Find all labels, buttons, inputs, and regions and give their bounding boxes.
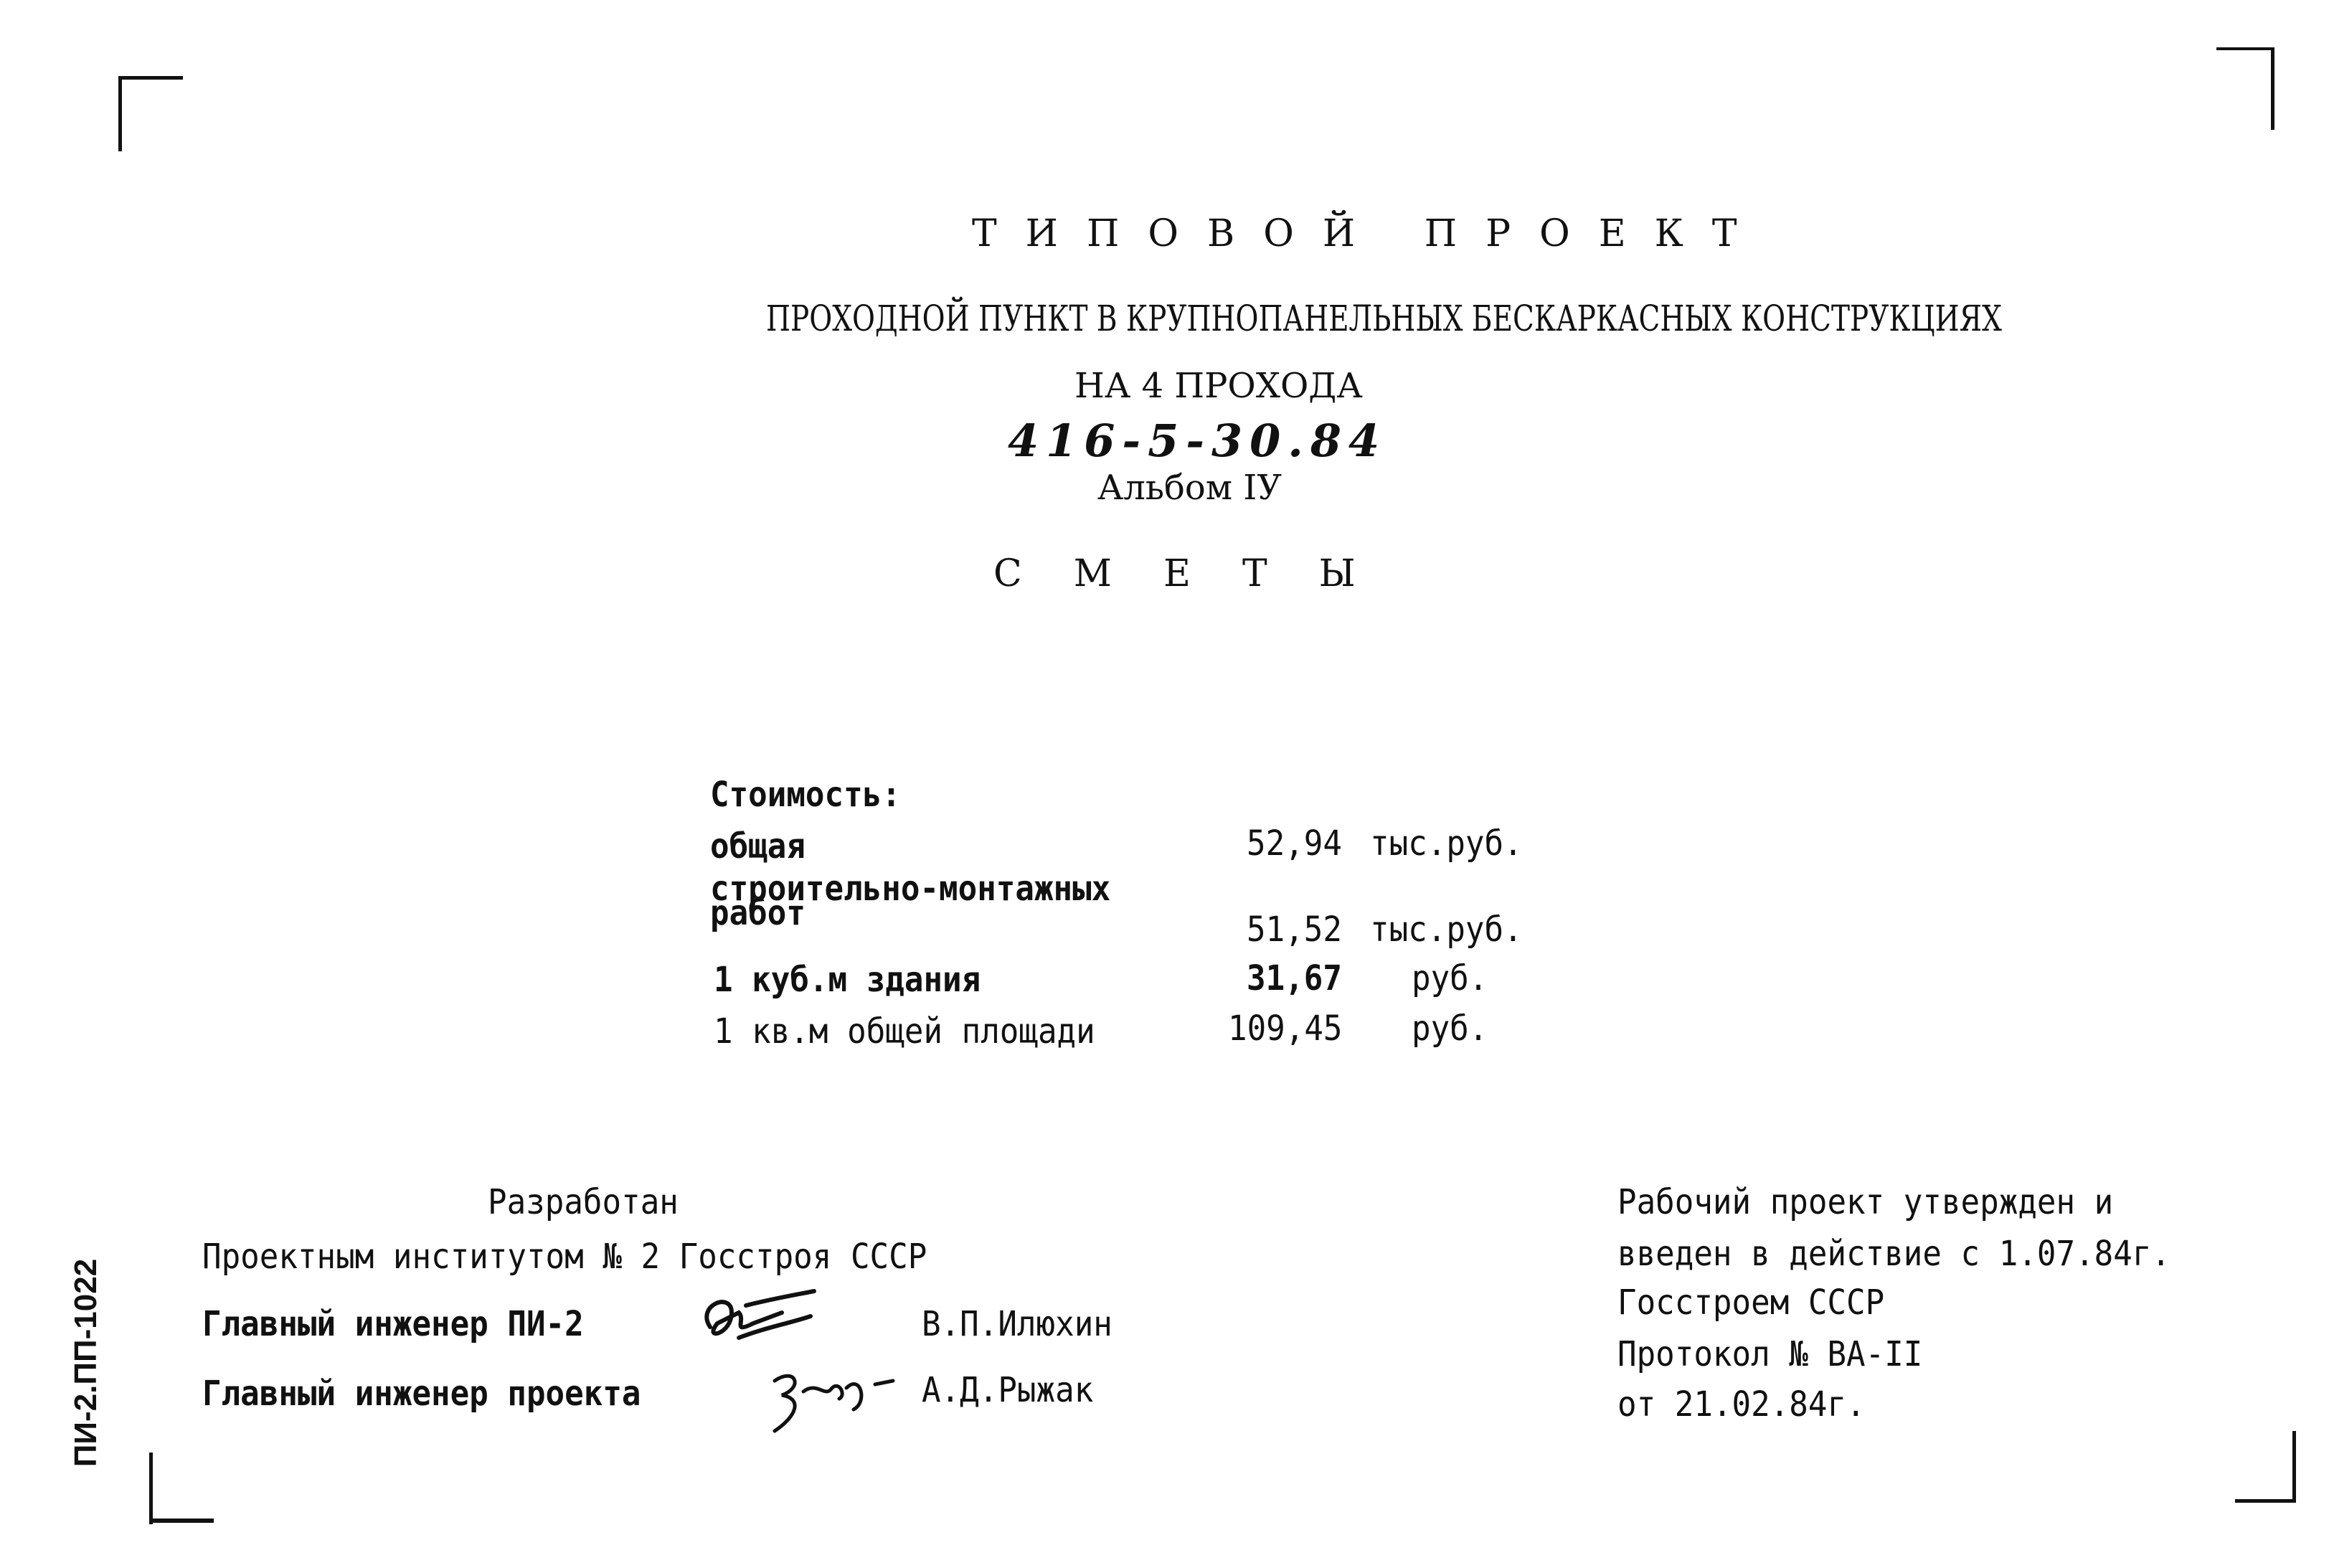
corner-mark-bottom-left-v bbox=[149, 1453, 153, 1524]
cost-heading: Стоимость: bbox=[710, 775, 901, 815]
approval-line-2: введен в действие с 1.07.84г. bbox=[1617, 1234, 2171, 1274]
corner-mark-top-left-v bbox=[118, 76, 122, 151]
chief-engineer-role: Главный инженер ПИ-2 bbox=[202, 1304, 584, 1344]
corner-mark-top-left-h bbox=[118, 76, 183, 80]
corner-mark-bottom-right-h bbox=[2235, 1499, 2296, 1503]
approval-line-4: Протокол № ВА-II bbox=[1617, 1334, 1923, 1374]
cost-row-value: 31,67 bbox=[1247, 958, 1342, 998]
cost-row-unit: тыс.руб. bbox=[1370, 910, 1523, 950]
developer-institute: Проектным институтом № 2 Госстроя СССР bbox=[202, 1237, 927, 1277]
cost-row-label: 1 куб.м здания bbox=[714, 960, 981, 1000]
cost-row-value: 52,94 bbox=[1247, 823, 1342, 864]
corner-mark-bottom-right-v bbox=[2292, 1431, 2296, 1503]
approval-line-1: Рабочий проект утвержден и bbox=[1617, 1182, 2114, 1222]
project-code: 416-5-30.84 bbox=[1008, 415, 1387, 467]
approval-line-3: Госстроем СССР bbox=[1617, 1283, 1885, 1323]
cost-row-unit: руб. bbox=[1412, 958, 1488, 998]
cost-row-label: строительно-монтажных работ bbox=[710, 869, 1111, 933]
cost-row-label: общая bbox=[710, 826, 806, 866]
cost-row-value: 109,45 bbox=[1228, 1009, 1343, 1049]
cost-row-unit: тыс.руб. bbox=[1370, 823, 1523, 864]
cost-row-unit: руб. bbox=[1412, 1009, 1488, 1049]
corner-mark-top-right-v bbox=[2271, 47, 2274, 130]
document-type-heading: ТИПОВОЙ ПРОЕКТ bbox=[972, 212, 1766, 255]
cost-row-label: 1 кв.м общей площади bbox=[714, 1011, 1095, 1052]
project-engineer-name: А.Д.Рыжак bbox=[922, 1370, 1094, 1410]
cost-row-value: 51,52 bbox=[1247, 910, 1342, 950]
project-subtitle: НА 4 ПРОХОДА bbox=[1074, 366, 1363, 406]
developer-heading: Разработан bbox=[488, 1182, 679, 1222]
side-stamp-text: ПИ-2.ПП-1022 bbox=[68, 1258, 103, 1468]
side-archive-stamp bbox=[43, 1212, 129, 1513]
project-title: ПРОХОДНОЙ ПУНКТ В КРУПНОПАНЕЛЬНЫХ БЕСКАРКАСНЫХ КОНСТРУКЦИЯХ bbox=[766, 298, 2002, 339]
corner-mark-top-right-h bbox=[2216, 47, 2274, 50]
project-engineer-role: Главный инженер проекта bbox=[202, 1374, 641, 1414]
chief-engineer-name: В.П.Илюхин bbox=[922, 1304, 1112, 1344]
approval-line-5: от 21.02.84г. bbox=[1617, 1384, 1866, 1425]
corner-mark-bottom-left-h bbox=[149, 1519, 214, 1523]
project-engineer-signature bbox=[760, 1359, 904, 1438]
chief-engineer-signature bbox=[689, 1284, 825, 1356]
section-title: СМЕТЫ bbox=[993, 552, 1407, 595]
album-number: Альбом IУ bbox=[1097, 468, 1282, 508]
